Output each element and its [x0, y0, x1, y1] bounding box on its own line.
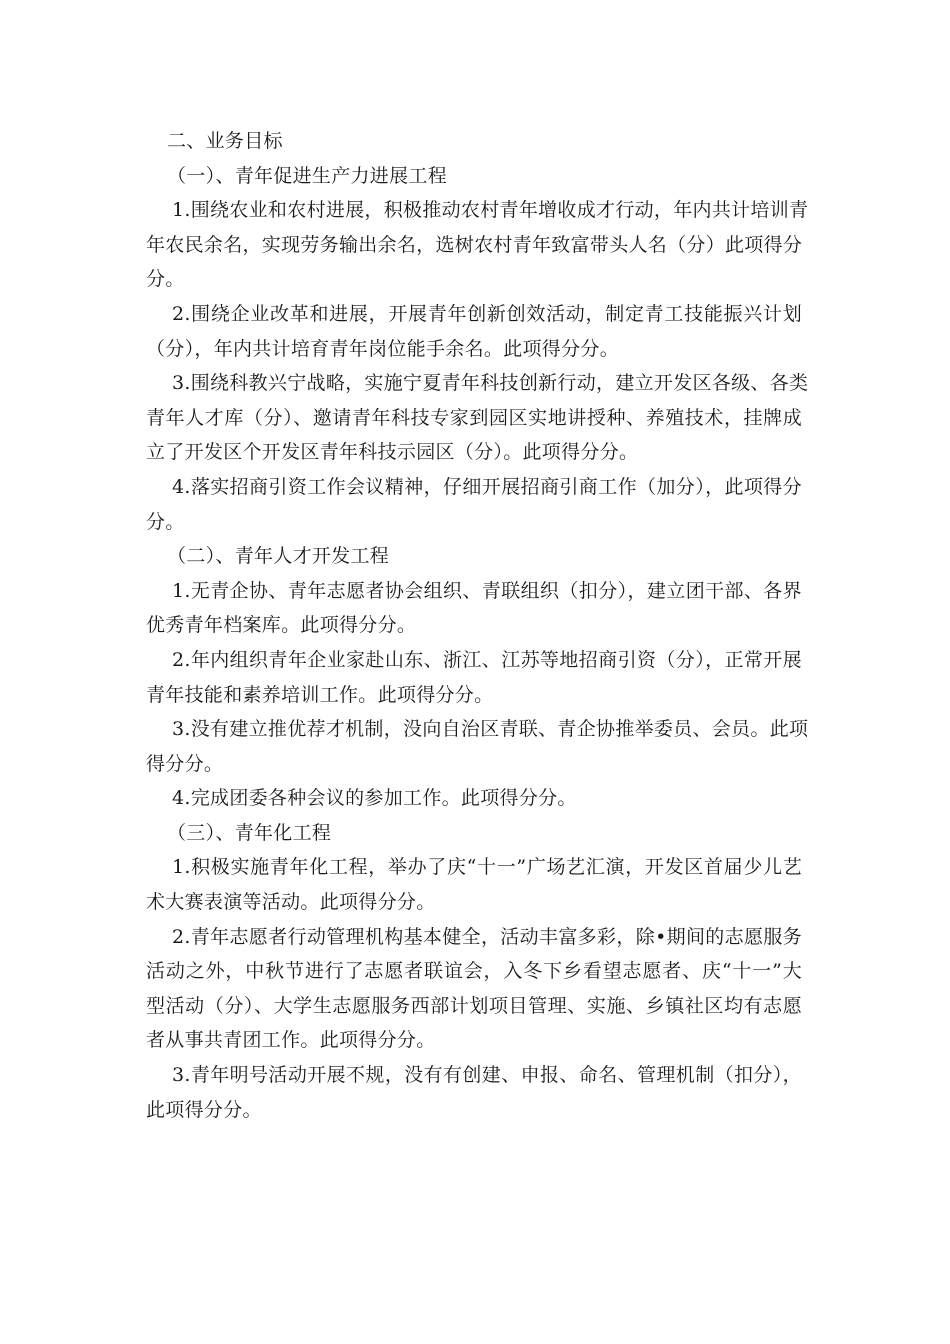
- paragraph-line: 分。: [146, 510, 185, 533]
- paragraph-line: 3.没有建立推优荐才机制，没向自治区青联、青企协推举委员、会员。此项: [172, 718, 809, 741]
- list-item: [146, 1058, 802, 1127]
- paragraph-line: 青年技能和素养培训工作。此项得分分。: [146, 683, 494, 706]
- paragraph-line: 分。: [146, 268, 185, 291]
- paragraph-line: 立了开发区个开发区青年科技示园区（分）。此项得分分。: [146, 441, 639, 464]
- paragraph-line: 2.围绕企业改革和进展，开展青年创新创效活动，制定青工技能振兴计划: [172, 302, 802, 325]
- paragraph-line: 此项得分分。: [146, 1098, 262, 1121]
- list-item: [146, 781, 802, 816]
- section-title: （一）、青年促进生产力进展工程: [167, 164, 448, 187]
- section-title: （二）、青年人才开发工程: [167, 545, 390, 568]
- paragraph-line: 活动之外，中秋节进行了志愿者联谊会，入冬下乡看望志愿者、庆“十一”大: [146, 960, 802, 983]
- paragraph-line: 1.积极实施青年化工程，举办了庆“十一”广场艺汇演，开发区首届少儿艺: [172, 856, 802, 879]
- paragraph-line: 优秀青年档案库。此项得分分。: [146, 614, 417, 637]
- paragraph-line: 型活动（分）、大学生志愿服务西部计划项目管理、实施、乡镇社区均有志愿: [146, 994, 802, 1017]
- paragraph-line: 3.青年明号活动开展不规，没有有创建、申报、命名、管理机制（扣分），: [172, 1064, 802, 1087]
- list-item: [146, 712, 809, 781]
- paragraph-line: 3.围绕科教兴宁战略，实施宁夏青年科技创新行动，建立开发区各级、各类: [172, 372, 809, 395]
- paragraph-line: （分），年内共计培育青年岗位能手余名。此项得分分。: [146, 337, 620, 360]
- paragraph-line: 4.落实招商引资工作会议精神，仔细开展招商引商工作（加分），此项得分: [172, 475, 802, 498]
- paragraph-line: 得分分。: [146, 752, 224, 775]
- paragraph-line: 1.围绕农业和农村进展，积极推动农村青年增收成才行动，年内共计培训青: [172, 199, 809, 222]
- document-heading: 二、业务目标: [167, 130, 283, 152]
- paragraph-line: 青年人才库（分）、邀请青年科技专家到园区实地讲授种、养殖技术，挂牌成: [146, 406, 802, 429]
- list-item: [146, 366, 809, 470]
- paragraph-line: 术大赛表演等活动。此项得分分。: [146, 891, 436, 914]
- paragraph-line: 1.无青企协、青年志愿者协会组织、青联组织（扣分），建立团干部、各界: [172, 579, 802, 602]
- paragraph-line: 4.完成团委各种会议的参加工作。此项得分分。: [172, 787, 577, 810]
- document-body: [146, 124, 809, 1127]
- paragraph-line: 者从事共青团工作。此项得分分。: [146, 1029, 436, 1052]
- list-item: [146, 643, 802, 712]
- paragraph-line: 2.年内组织青年企业家赴山东、浙江、江苏等地招商引资（分），正常开展: [172, 648, 802, 671]
- list-item: [146, 574, 802, 643]
- list-item: [146, 297, 802, 366]
- list-item: [146, 850, 802, 919]
- list-item: [146, 470, 802, 539]
- list-item: [146, 920, 802, 1058]
- list-item: [146, 193, 809, 297]
- section-title: （三）、青年化工程: [167, 821, 332, 844]
- paragraph-line: 年农民余名，实现劳务输出余名，选树农村青年致富带头人名（分）此项得分: [146, 233, 803, 256]
- paragraph-line: 2.青年志愿者行动管理机构基本健全，活动丰富多彩，除•期间的志愿服务: [172, 925, 802, 948]
